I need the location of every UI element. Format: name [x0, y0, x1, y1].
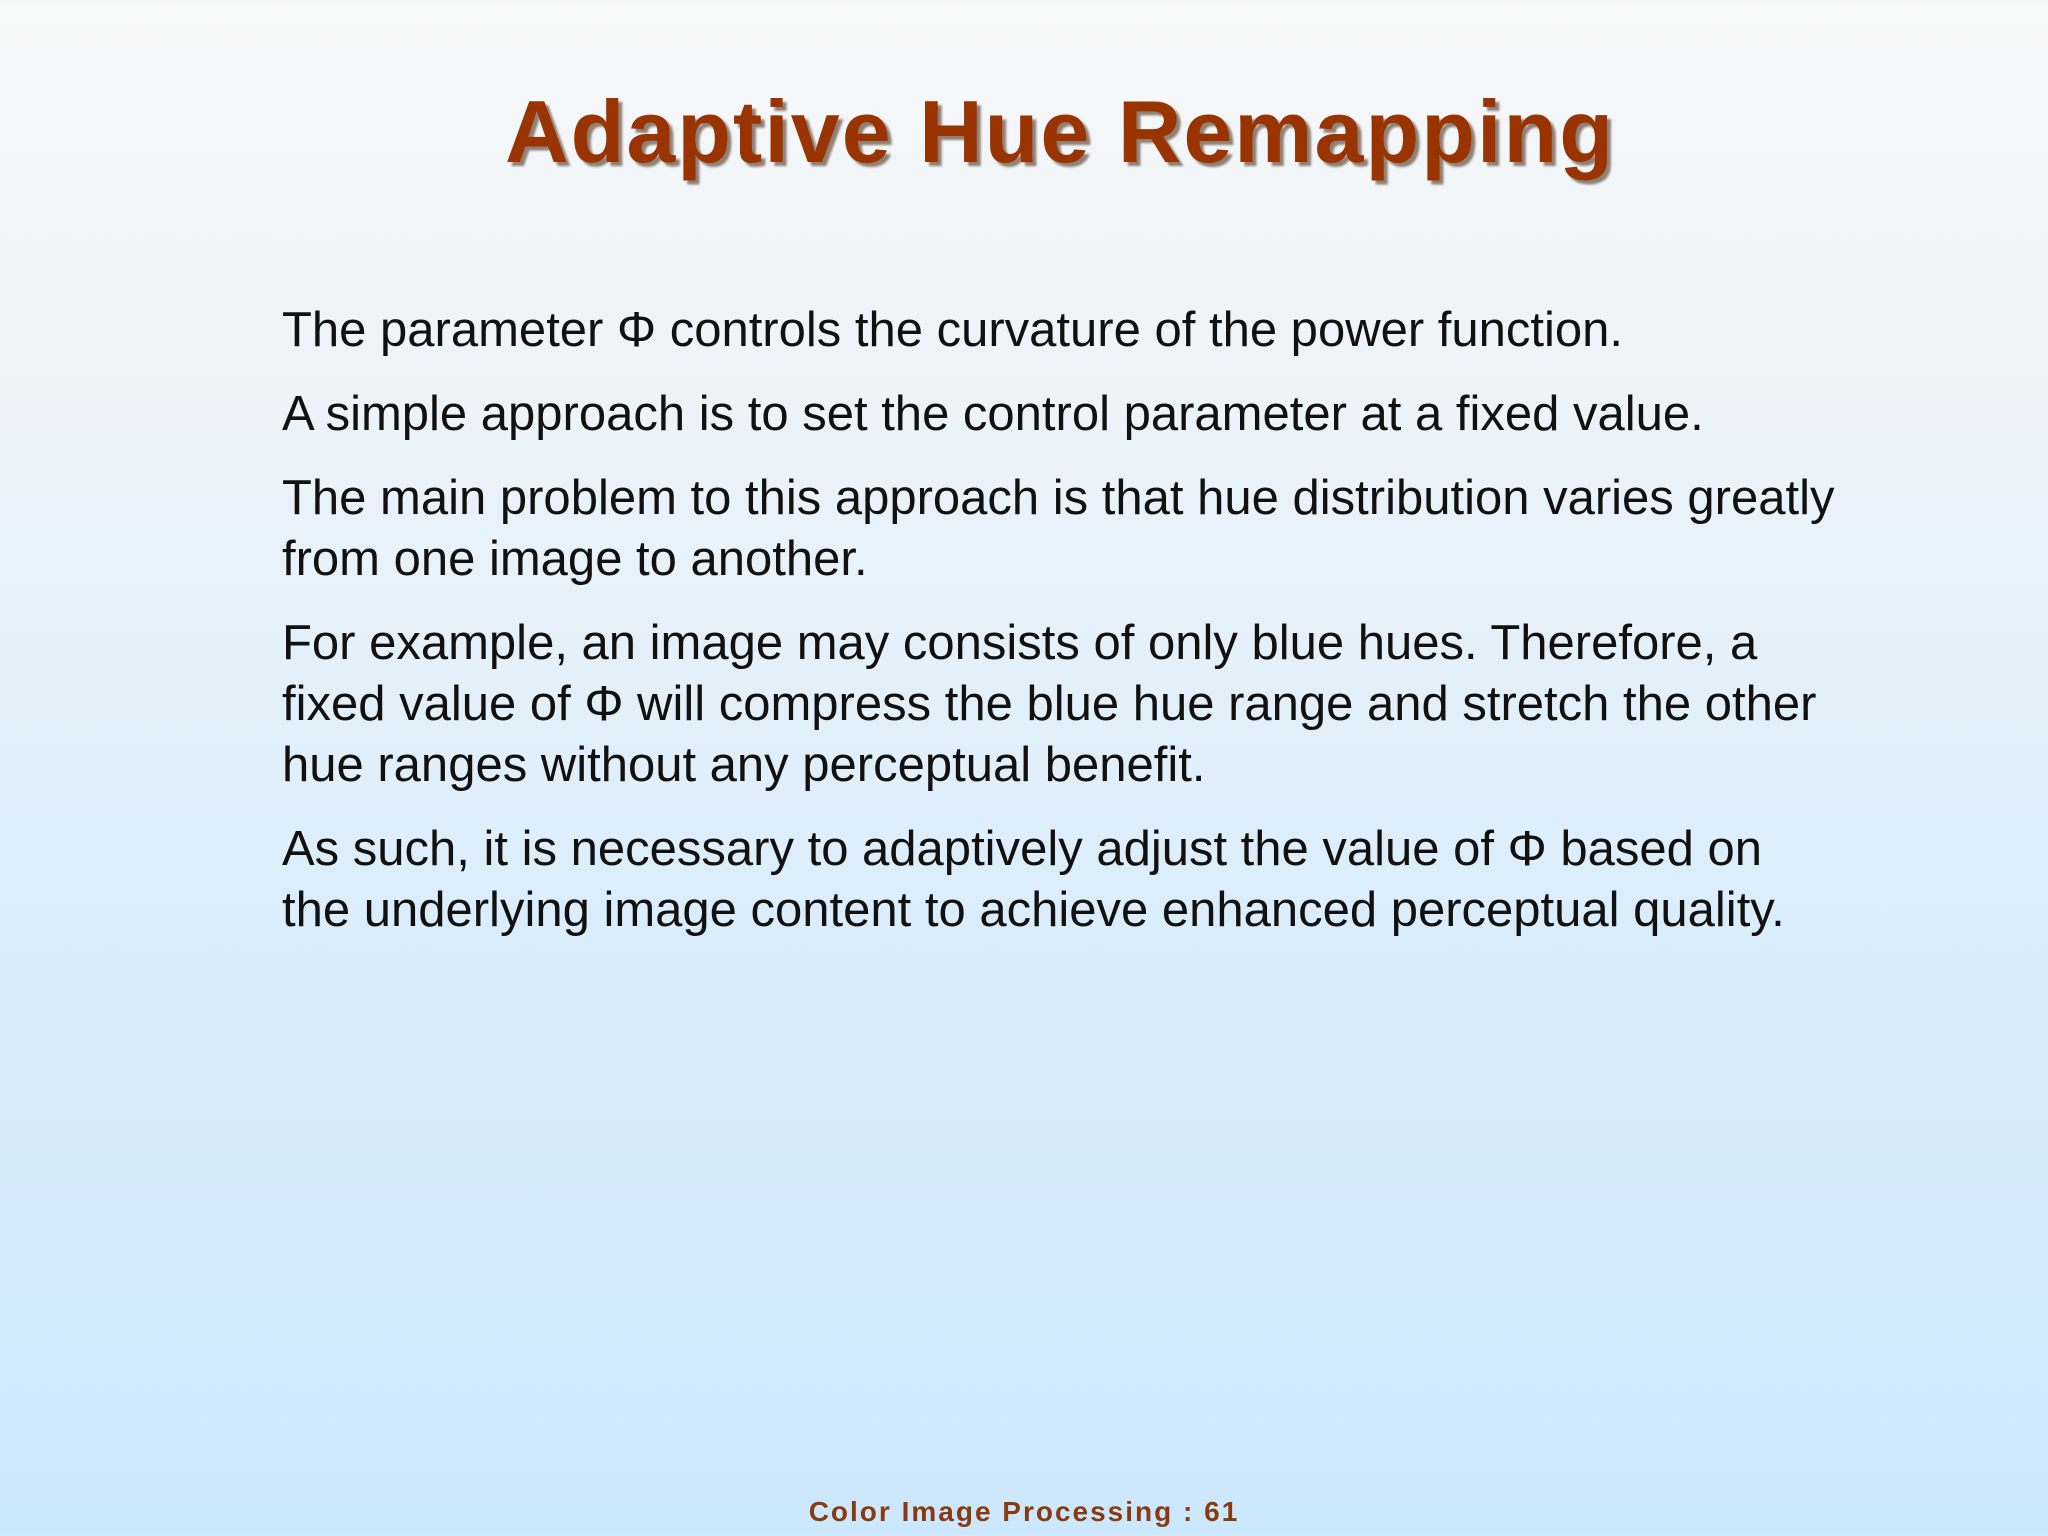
slide-body [282, 300, 1842, 964]
body-paragraph: A simple approach is to set the control parameter at a fixed value. [282, 387, 1704, 441]
body-paragraph: The parameter Φ controls the curvature of the power function. [282, 303, 1623, 357]
body-paragraph: The main problem to this approach is that hue distribution varies greatly from one image to another. [282, 471, 1835, 586]
body-paragraph: For example, an image may consists of only blue hues. Therefore, a fixed value of Φ will compress the blue hue range and stretch the other hue ranges without any perceptual benefit. [282, 616, 1817, 792]
slide-title: Adaptive Hue Remapping [505, 82, 1615, 181]
body-paragraph: As such, it is necessary to adaptively adjust the value of Φ based on the underlying image content to achieve enhanced perceptual quality. [282, 822, 1785, 937]
slide-footer: Color Image Processing : 61 [808, 1496, 1240, 1527]
